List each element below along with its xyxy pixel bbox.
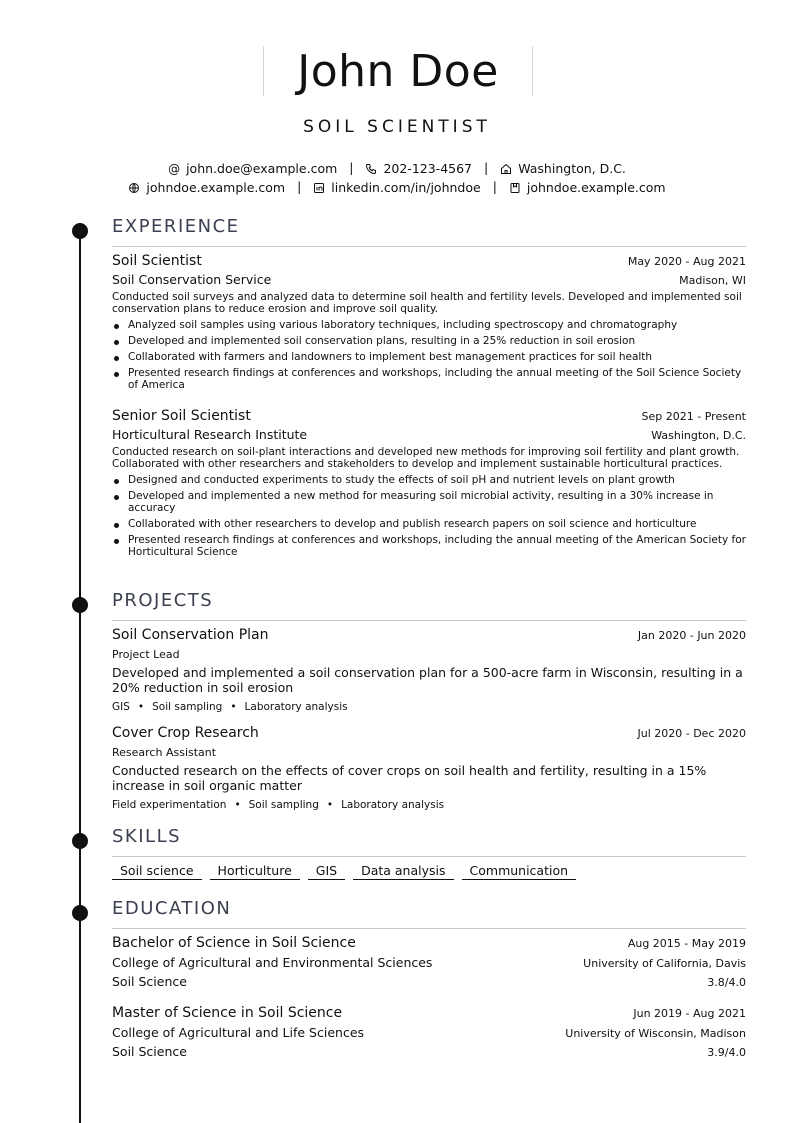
project-title: Soil Conservation Plan — [112, 627, 269, 643]
linkedin-text: linkedin.com/in/johndoe — [331, 180, 481, 195]
project-entry — [112, 725, 746, 811]
experience-bullet: Presented research findings at conferences and workshops, including the annual meeting of the American Society for Horticultural Science — [112, 534, 746, 558]
website-text: johndoe.example.com — [146, 180, 286, 195]
education-college: College of Agricultural and Life Sciences — [112, 1025, 365, 1040]
education-degree: Bachelor of Science in Soil Science — [112, 935, 356, 951]
experience-summary: Conducted soil surveys and analyzed data to determine soil health and fertility levels. Developed and implemented soil conservation plans to reduce erosion and improve soil quality. — [112, 291, 742, 315]
project-tag: Laboratory analysis — [341, 799, 445, 811]
timeline-dot-experience — [72, 223, 88, 239]
email-text: john.doe@example.com — [186, 161, 338, 176]
education-gpa: 3.9/4.0 — [707, 1046, 746, 1059]
project-tags: GIS • Soil sampling • Laboratory analysis — [112, 701, 348, 713]
location-contact — [500, 161, 626, 176]
education-field: Soil Science — [112, 974, 187, 989]
section-divider — [112, 928, 746, 929]
project-tags: Field experimentation • Soil sampling • Laboratory analysis — [112, 799, 445, 811]
experience-bullet: Developed and implemented soil conservation plans, resulting in a 25% reduction in soil erosion — [112, 335, 746, 347]
education-degree: Master of Science in Soil Science — [112, 1005, 343, 1021]
project-tag: Laboratory analysis — [244, 701, 348, 713]
phone-icon — [365, 163, 377, 175]
linkedin-contact[interactable] — [313, 180, 480, 195]
experience-title: Senior Soil Scientist — [112, 408, 251, 424]
project-title: Cover Crop Research — [112, 725, 259, 741]
experience-bullet: Collaborated with farmers and landowners to implement best management practices for soil health — [112, 351, 746, 363]
section-title-projects: PROJECTS — [112, 590, 214, 611]
project-tag: Soil sampling — [248, 799, 319, 811]
job-title: SOIL SCIENTIST — [303, 117, 491, 137]
phone-contact[interactable] — [365, 161, 472, 176]
at-icon: @ — [168, 161, 181, 176]
timeline-dot-projects — [72, 597, 88, 613]
timeline-line — [79, 226, 81, 1123]
globe-icon — [128, 182, 140, 194]
skills-list — [112, 863, 576, 880]
education-entry — [112, 1005, 746, 1059]
project-dates: Jul 2020 - Dec 2020 — [637, 727, 746, 740]
experience-bullet: Developed and implemented a new method for measuring soil microbial activity, resulting in a 30% increase in accuracy — [112, 490, 746, 514]
project-entry — [112, 627, 746, 713]
home-icon — [500, 163, 512, 175]
separator: | — [492, 179, 497, 194]
project-role: Research Assistant — [112, 746, 217, 759]
experience-bullet: Collaborated with other researchers to develop and publish research papers on soil science and horticulture — [112, 518, 746, 530]
project-description: Developed and implemented a soil conservation plan for a 500-acre farm in Wisconsin, resulting in a 20% reduction in soil erosion — [112, 665, 743, 695]
timeline-dot-skills — [72, 833, 88, 849]
separator: | — [349, 160, 354, 175]
project-tag: Soil sampling — [152, 701, 223, 713]
name-box — [263, 46, 533, 96]
section-title-skills: SKILLS — [112, 826, 182, 847]
linkedin-icon — [313, 182, 325, 194]
education-gpa: 3.8/4.0 — [707, 976, 746, 989]
skill-chip: Data analysis — [353, 863, 453, 880]
experience-entry — [112, 408, 746, 558]
education-field: Soil Science — [112, 1044, 187, 1059]
section-title-education: EDUCATION — [112, 898, 232, 919]
skill-chip: Horticulture — [210, 863, 300, 880]
project-description: Conducted research on the effects of cover crops on soil health and fertility, resulting in a 15% increase in soil organic matter — [112, 763, 707, 793]
section-divider — [112, 856, 746, 857]
experience-bullet: Analyzed soil samples using various laboratory techniques, including spectroscopy and chromatography — [112, 319, 746, 331]
portfolio-icon — [509, 182, 521, 194]
education-entry — [112, 935, 746, 989]
section-title-experience: EXPERIENCE — [112, 216, 240, 237]
phone-text: 202-123-4567 — [383, 161, 473, 176]
skill-chip: Communication — [462, 863, 577, 880]
skill-chip: GIS — [308, 863, 345, 880]
experience-dates: Sep 2021 - Present — [641, 410, 746, 423]
section-divider — [112, 246, 746, 247]
contact-row-2 — [0, 179, 794, 195]
experience-location: Madison, WI — [679, 274, 746, 287]
separator: | — [297, 179, 302, 194]
experience-company: Horticultural Research Institute — [112, 427, 308, 442]
portfolio-contact[interactable] — [509, 180, 666, 195]
education-dates: Aug 2015 - May 2019 — [627, 937, 746, 950]
experience-entry — [112, 253, 746, 391]
experience-bullets — [112, 474, 746, 558]
experience-bullets — [112, 319, 746, 391]
skill-chip: Soil science — [112, 863, 202, 880]
project-dates: Jan 2020 - Jun 2020 — [637, 629, 746, 642]
email-contact[interactable] — [168, 161, 337, 176]
contact-row-1 — [0, 160, 794, 176]
section-divider — [112, 620, 746, 621]
experience-bullet: Designed and conducted experiments to study the effects of soil pH and nutrient levels on plant growth — [112, 474, 746, 486]
education-college: College of Agricultural and Environmental Sciences — [112, 955, 433, 970]
location-text: Washington, D.C. — [518, 161, 626, 176]
education-university: University of Wisconsin, Madison — [565, 1027, 746, 1040]
education-university: University of California, Davis — [583, 957, 746, 970]
education-dates: Jun 2019 - Aug 2021 — [633, 1007, 746, 1020]
experience-bullet: Presented research findings at conferences and workshops, including the annual meeting of the Soil Science Society of America — [112, 367, 746, 391]
candidate-name: John Doe — [297, 45, 499, 97]
timeline-dot-education — [72, 905, 88, 921]
separator: | — [484, 160, 489, 175]
project-tag: Field experimentation — [112, 799, 227, 811]
website-contact[interactable] — [128, 180, 285, 195]
experience-location: Washington, D.C. — [651, 429, 746, 442]
experience-summary: Conducted research on soil-plant interactions and developed new methods for improving soil fertility and plant growth. Collaborated with other researchers and stakeholders to develop and implement sustainable horticultural practices. — [112, 446, 740, 470]
portfolio-text: johndoe.example.com — [526, 180, 666, 195]
project-role: Project Lead — [112, 648, 180, 661]
experience-title: Soil Scientist — [112, 253, 202, 269]
experience-dates: May 2020 - Aug 2021 — [627, 255, 746, 268]
experience-company: Soil Conservation Service — [112, 272, 272, 287]
project-tag: GIS — [112, 701, 130, 713]
